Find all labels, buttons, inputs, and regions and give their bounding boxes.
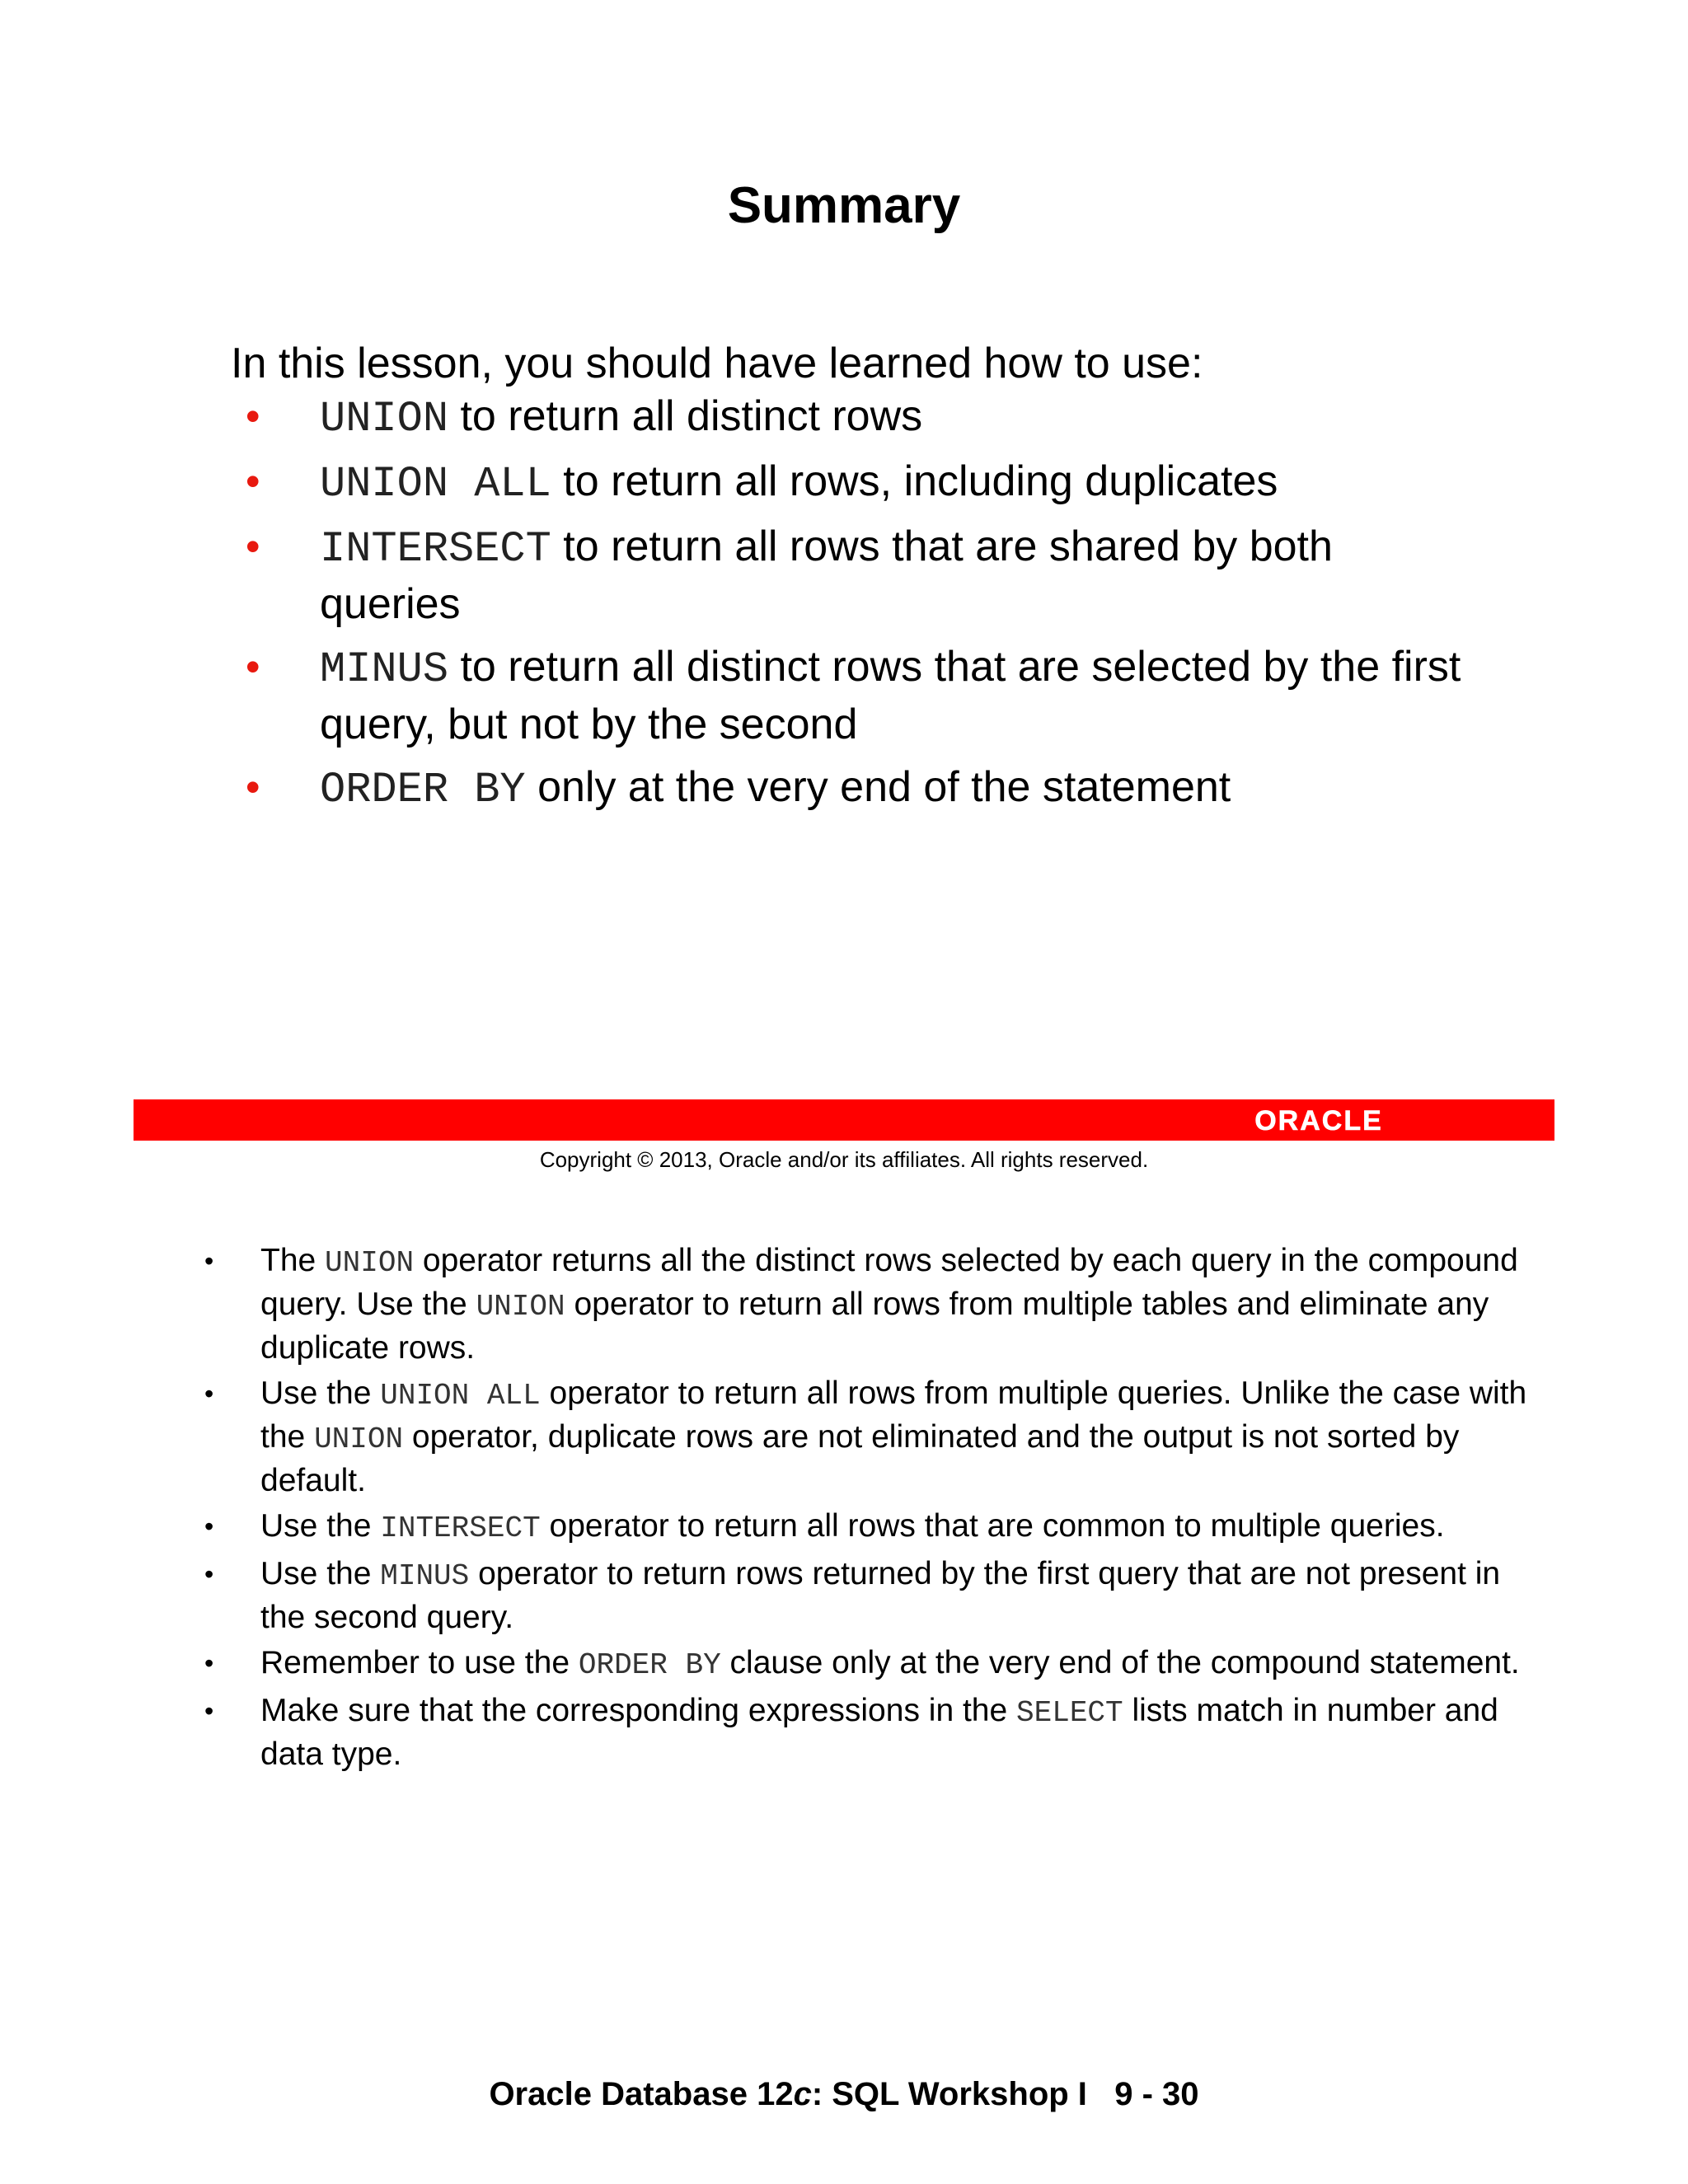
page-footer — [0, 2074, 1688, 2115]
bullet-icon: • — [246, 458, 260, 504]
code-keyword: ORDER BY — [320, 766, 526, 814]
bullet-icon: • — [246, 764, 260, 810]
footer-italic: c — [793, 2076, 812, 2112]
slide-bullet-item — [231, 389, 1467, 447]
bullet-icon: • — [204, 1246, 214, 1276]
code-keyword: INTERSECT — [380, 1511, 541, 1545]
notes-text: clause only at the very end of the compound statement. — [720, 1645, 1520, 1680]
code-keyword: MINUS — [380, 1559, 470, 1593]
code-keyword: ORDER BY — [578, 1648, 721, 1682]
bullet-icon: • — [204, 1511, 214, 1541]
code-keyword: UNION — [314, 1422, 404, 1456]
notes-text: operator, duplicate rows are not eliminated and the output is not sorted by default. — [260, 1419, 1460, 1498]
bullet-text: to return all rows that are shared by both queries — [320, 523, 1333, 628]
notes-text: operator to return all rows that are common to multiple queries. — [540, 1508, 1445, 1544]
notes-text: Use the — [260, 1508, 381, 1544]
notes-item — [198, 1643, 1550, 1686]
notes-item — [198, 1506, 1550, 1549]
code-keyword: INTERSECT — [320, 525, 551, 574]
notes-text: Remember to use the — [260, 1645, 579, 1680]
notes-text: Use the — [260, 1556, 381, 1591]
bullet-icon: • — [246, 644, 260, 690]
code-keyword: UNION — [476, 1290, 565, 1324]
notes-text: operator to return all rows from multiple tables and eliminate any duplicate rows. — [260, 1286, 1489, 1366]
oracle-logo-text: ORACLE — [1254, 1105, 1383, 1137]
code-keyword: UNION — [320, 395, 449, 443]
code-keyword: UNION ALL — [320, 460, 551, 509]
slide-bullet-item — [231, 760, 1467, 818]
code-keyword: UNION — [325, 1246, 415, 1280]
slide-bullet-item — [231, 519, 1467, 632]
notes-text: operator returns all the distinct rows selected by each query in the compound query. Use the — [260, 1243, 1518, 1322]
notes-item — [198, 1240, 1550, 1369]
oracle-red-band — [134, 1099, 1554, 1141]
notes-text: Make sure that the corresponding expressions in the — [260, 1693, 1017, 1728]
slide-bullet-item — [231, 454, 1467, 512]
code-keyword: UNION ALL — [380, 1379, 541, 1413]
bullet-icon: • — [246, 393, 260, 439]
notes-list — [198, 1240, 1550, 1779]
bullet-icon: • — [204, 1559, 214, 1589]
bullet-icon: • — [204, 1696, 214, 1726]
code-keyword: SELECT — [1016, 1696, 1123, 1730]
notes-text: operator to return all rows from multiple queries. Unlike the case with the — [260, 1376, 1527, 1455]
oracle-logo-icon — [1228, 1104, 1409, 1137]
slide-intro: In this lesson, you should have learned how to use: — [231, 340, 1203, 387]
notes-text: The — [260, 1243, 326, 1278]
bullet-icon: • — [246, 523, 260, 569]
slide-bullet-list — [231, 389, 1467, 825]
notes-item — [198, 1690, 1550, 1775]
notes-item — [198, 1373, 1550, 1502]
copyright-text: Copyright © 2013, Oracle and/or its affiliates. All rights reserved. — [539, 1147, 1149, 1172]
code-keyword: MINUS — [320, 645, 449, 694]
notes-text: operator to return rows returned by the first query that are not present in the second query. — [260, 1556, 1501, 1635]
notes-item — [198, 1554, 1550, 1638]
bullet-text: to return all rows, including duplicates — [551, 457, 1278, 505]
bullet-text: to return all distinct rows — [448, 392, 923, 440]
bullet-icon: • — [204, 1379, 214, 1408]
notes-text: Use the — [260, 1376, 381, 1411]
bullet-text: only at the very end of the statement — [525, 763, 1231, 811]
bullet-icon: • — [204, 1648, 214, 1678]
footer-prefix: Oracle Database 12 — [489, 2076, 794, 2112]
slide-bullet-item — [231, 640, 1467, 752]
notes-text: lists match in number and data type. — [260, 1693, 1498, 1772]
bullet-text: to return all distinct rows that are selected by the first query, but not by the second — [320, 643, 1461, 748]
footer-suffix: : SQL Workshop I 9 - 30 — [811, 2076, 1199, 2112]
slide-title: Summary — [727, 177, 961, 234]
